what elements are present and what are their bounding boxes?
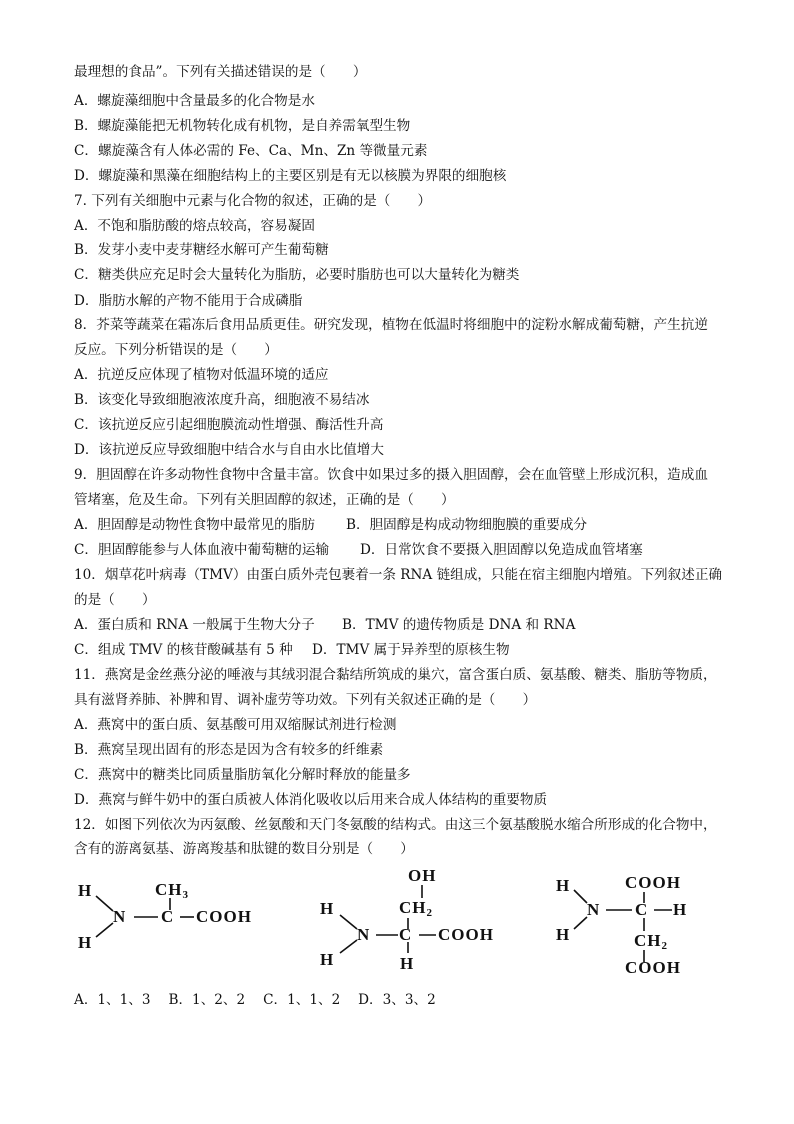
q11-stem-1: 11．燕窝是金丝燕分泌的唾液与其绒羽混合黏结所筑成的巢穴，富含蛋白质、氨基酸、糖类、脂肪等物质， xyxy=(74,667,717,683)
q9-option-a: A．胆固醇是动物性食物中最常见的脂肪 xyxy=(74,517,315,533)
q6-option-a: A．螺旋藻细胞中含量最多的化合物是水 xyxy=(74,93,315,109)
atom-label: H xyxy=(320,899,335,918)
atom-label: H xyxy=(556,925,571,944)
atom-label: H xyxy=(78,881,93,900)
q12-stem-2: 含有的游离氨基、游离羧基和肽键的数目分别是（ ） xyxy=(74,841,414,857)
q10-option-b: B．TMV 的遗传物质是 DNA 和 RNA xyxy=(342,617,576,633)
q9-option-c: C．胆固醇能参与人体血液中葡萄糖的运输 xyxy=(74,542,330,558)
atom-label: N xyxy=(113,907,127,926)
q11-option-d: D．燕窝与鲜牛奶中的蛋白质被人体消化吸收以后用来合成人体结构的重要物质 xyxy=(74,792,548,808)
q11-option-b: B．燕窝呈现出固有的形态是因为含有较多的纤维素 xyxy=(74,742,384,758)
group-label: COOH xyxy=(625,873,681,892)
atom-label: H xyxy=(78,933,93,952)
group-label: OH xyxy=(408,866,437,885)
q8-stem-2: 反应。下列分析错误的是（ ） xyxy=(74,342,278,358)
q12-stem-1: 12．如图下列依次为丙氨酸、丝氨酸和天门冬氨酸的结构式。由这三个氨基酸脱水缩合所形成的化合物中， xyxy=(74,817,717,833)
q10-option-d: D．TMV 属于异养型的原核生物 xyxy=(312,642,510,658)
text-line: 最理想的食品”。下列有关描述错误的是（ ） xyxy=(74,64,367,80)
q10-option-a: A．蛋白质和 RNA 一般属于生物大分子 xyxy=(74,617,315,633)
q7-stem: 7. 下列有关细胞中元素与化合物的叙述，正确的是（ ） xyxy=(74,193,432,209)
group-label: COOH xyxy=(196,907,252,926)
q10-option-c: C．组成 TMV 的核苷酸碱基有 5 种 xyxy=(74,642,293,658)
atom-label: N xyxy=(587,900,601,919)
q12-options: A．1、1、3 B．1、2、2 C．1、1、2 D．3、3、2 xyxy=(74,992,436,1008)
q8-option-d: D．该抗逆反应导致细胞中结合水与自由水比值增大 xyxy=(74,442,384,458)
q7-option-a: A．不饱和脂肪酸的熔点较高，容易凝固 xyxy=(74,218,315,234)
q11-option-a: A．燕窝中的蛋白质、氨基酸可用双缩脲试剂进行检测 xyxy=(74,717,397,733)
q11-stem-2: 具有滋肾养肺、补脾和胃、调补虚劳等功效。下列有关叙述正确的是（ ） xyxy=(74,692,537,708)
atom-label: H xyxy=(556,876,571,895)
q11-option-c: C．燕窝中的糖类比同质量脂肪氧化分解时释放的能量多 xyxy=(74,767,411,783)
q10-stem-2: 的是（ ） xyxy=(74,592,156,608)
atom-label: N xyxy=(357,925,371,944)
q8-stem-1: 8．芥菜等蔬菜在霜冻后食用品质更佳。研究发现，植物在低温时将细胞中的淀粉水解成葡萄糖，产生抗逆 xyxy=(74,317,708,333)
atom-label: H xyxy=(400,954,415,973)
atom-label: C xyxy=(635,900,649,919)
q9-option-d: D．日常饮食不要摄入胆固醇以免造成血管堵塞 xyxy=(360,542,643,558)
q6-option-c: C．螺旋藻含有人体必需的 Fe、Ca、Mn、Zn 等微量元素 xyxy=(74,143,428,159)
q9-stem-2: 管堵塞，危及生命。下列有关胆固醇的叙述，正确的是（ ） xyxy=(74,492,455,508)
atom-label: H xyxy=(320,950,335,969)
atom-label: C xyxy=(399,925,413,944)
group-label: COOH xyxy=(625,958,681,977)
q10-stem-1: 10．烟草花叶病毒（TMV）由蛋白质外壳包裹着一条 RNA 链组成，只能在宿主细胞内增殖。下列叙述正确 xyxy=(74,567,723,583)
q9-stem-1: 9．胆固醇在许多动物性食物中含量丰富。饮食中如果过多的摄入胆固醇，会在血管壁上形成沉积，造成血 xyxy=(74,467,708,483)
q7-option-c: C．糖类供应充足时会大量转化为脂肪，必要时脂肪也可以大量转化为糖类 xyxy=(74,267,520,283)
group-label: $CH_3$ xyxy=(155,880,189,901)
q8-option-c: C．该抗逆反应引起细胞膜流动性增强、酶活性升高 xyxy=(74,417,384,433)
group-label: COOH xyxy=(438,925,494,944)
q9-option-b: B．胆固醇是构成动物细胞膜的重要成分 xyxy=(346,517,588,533)
q8-option-a: A．抗逆反应体现了植物对低温环境的适应 xyxy=(74,367,329,383)
q6-option-d: D．螺旋藻和黑藻在细胞结构上的主要区别是有无以核膜为界限的细胞核 xyxy=(74,168,507,184)
q7-option-d: D．脂肪水解的产物不能用于合成磷脂 xyxy=(74,293,303,309)
group-label: $CH_2$ xyxy=(399,898,433,919)
atom-label: H xyxy=(673,900,688,919)
q6-option-b: B．螺旋藻能把无机物转化成有机物，是自养需氧型生物 xyxy=(74,118,411,134)
group-label: $CH_2$ xyxy=(634,931,668,952)
atom-label: C xyxy=(161,907,175,926)
q8-option-b: B．该变化导致细胞液浓度升高，细胞液不易结冰 xyxy=(74,392,370,408)
q7-option-b: B．发芽小麦中麦芽糖经水解可产生葡萄糖 xyxy=(74,242,329,258)
